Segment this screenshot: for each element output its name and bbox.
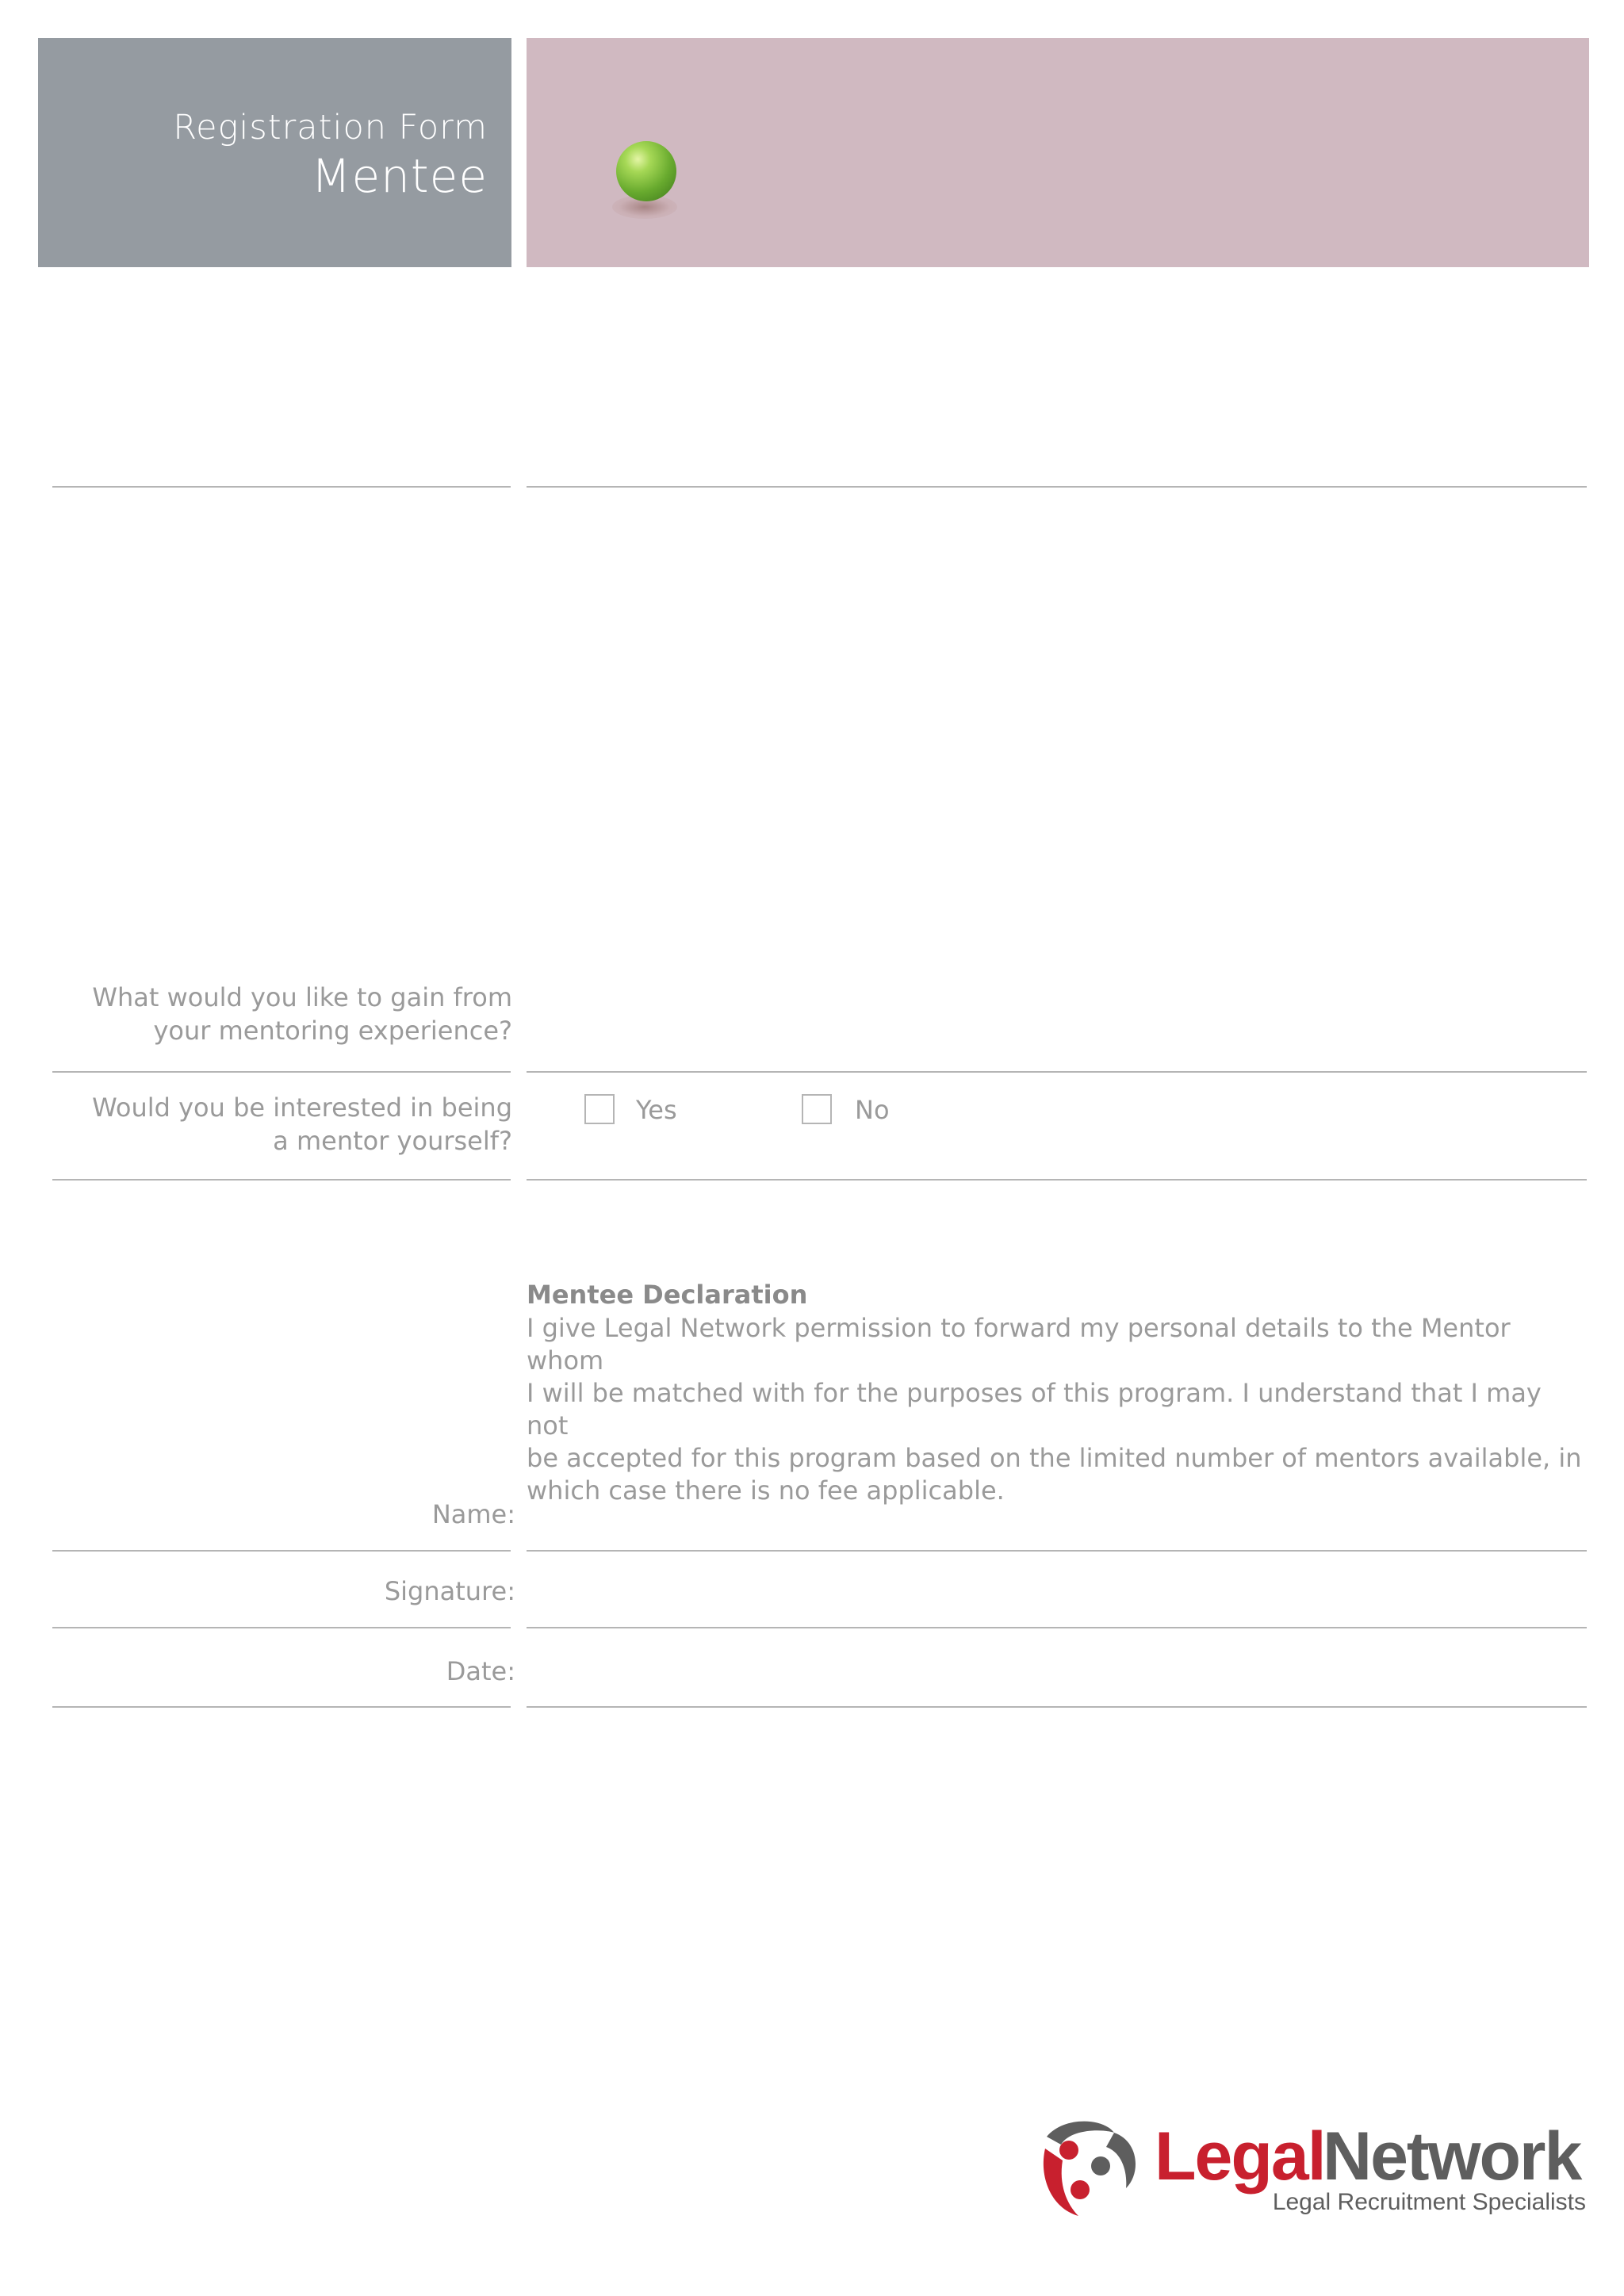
mentor-interest-line2: a mentor yourself? [273, 1126, 512, 1156]
no-checkbox[interactable] [802, 1094, 832, 1124]
gain-question-line2: your mentoring experience? [153, 1016, 512, 1046]
field-divider [52, 1071, 511, 1073]
field-divider [52, 486, 511, 488]
name-field[interactable] [527, 1550, 1587, 1552]
no-option-label: No [855, 1095, 890, 1125]
field-divider [52, 1706, 511, 1708]
field-divider [52, 1550, 511, 1552]
logo-tagline: Legal Recruitment Specialists [1272, 2189, 1586, 2215]
declaration-line: which case there is no fee applicable. [527, 1475, 1005, 1506]
logo-text-network: Network [1323, 2118, 1581, 2195]
mentor-interest-line1: Would you be interested in being [92, 1093, 512, 1123]
field-divider [52, 1627, 511, 1628]
yes-option-label: Yes [636, 1095, 677, 1125]
green-pea-image [616, 141, 676, 201]
date-label: Date: [446, 1656, 515, 1686]
name-label: Name: [431, 1499, 515, 1529]
mentor-interest-label [92, 1091, 512, 1158]
gain-answer-line[interactable] [527, 1071, 1587, 1073]
declaration-line: I give Legal Network permission to forward my personal details to the Mentor whom [527, 1313, 1511, 1376]
field-divider [527, 1179, 1587, 1181]
signature-field[interactable] [527, 1627, 1587, 1628]
form-title: Mentee [311, 149, 488, 203]
blank-field-line[interactable] [527, 486, 1587, 488]
declaration-line: I will be matched with for the purposes of this program. I understand that I may not [527, 1378, 1542, 1441]
declaration-text [527, 1312, 1589, 1507]
gain-question-line1: What would you like to gain from [92, 982, 512, 1012]
logo-text-legal: Legal [1155, 2118, 1325, 2195]
declaration-line: be accepted for this program based on the limited number of mentors available, in [527, 1443, 1582, 1473]
header-image-panel [527, 38, 1589, 267]
signature-label: Signature: [384, 1576, 515, 1606]
form-label: Registration Form [173, 108, 488, 147]
header-title-panel [38, 38, 511, 267]
field-divider [52, 1179, 511, 1181]
date-field[interactable] [527, 1706, 1587, 1708]
legal-network-logo-icon [1039, 2117, 1142, 2220]
gain-question-label [92, 981, 512, 1047]
declaration-title: Mentee Declaration [527, 1280, 808, 1310]
yes-checkbox[interactable] [584, 1094, 615, 1124]
